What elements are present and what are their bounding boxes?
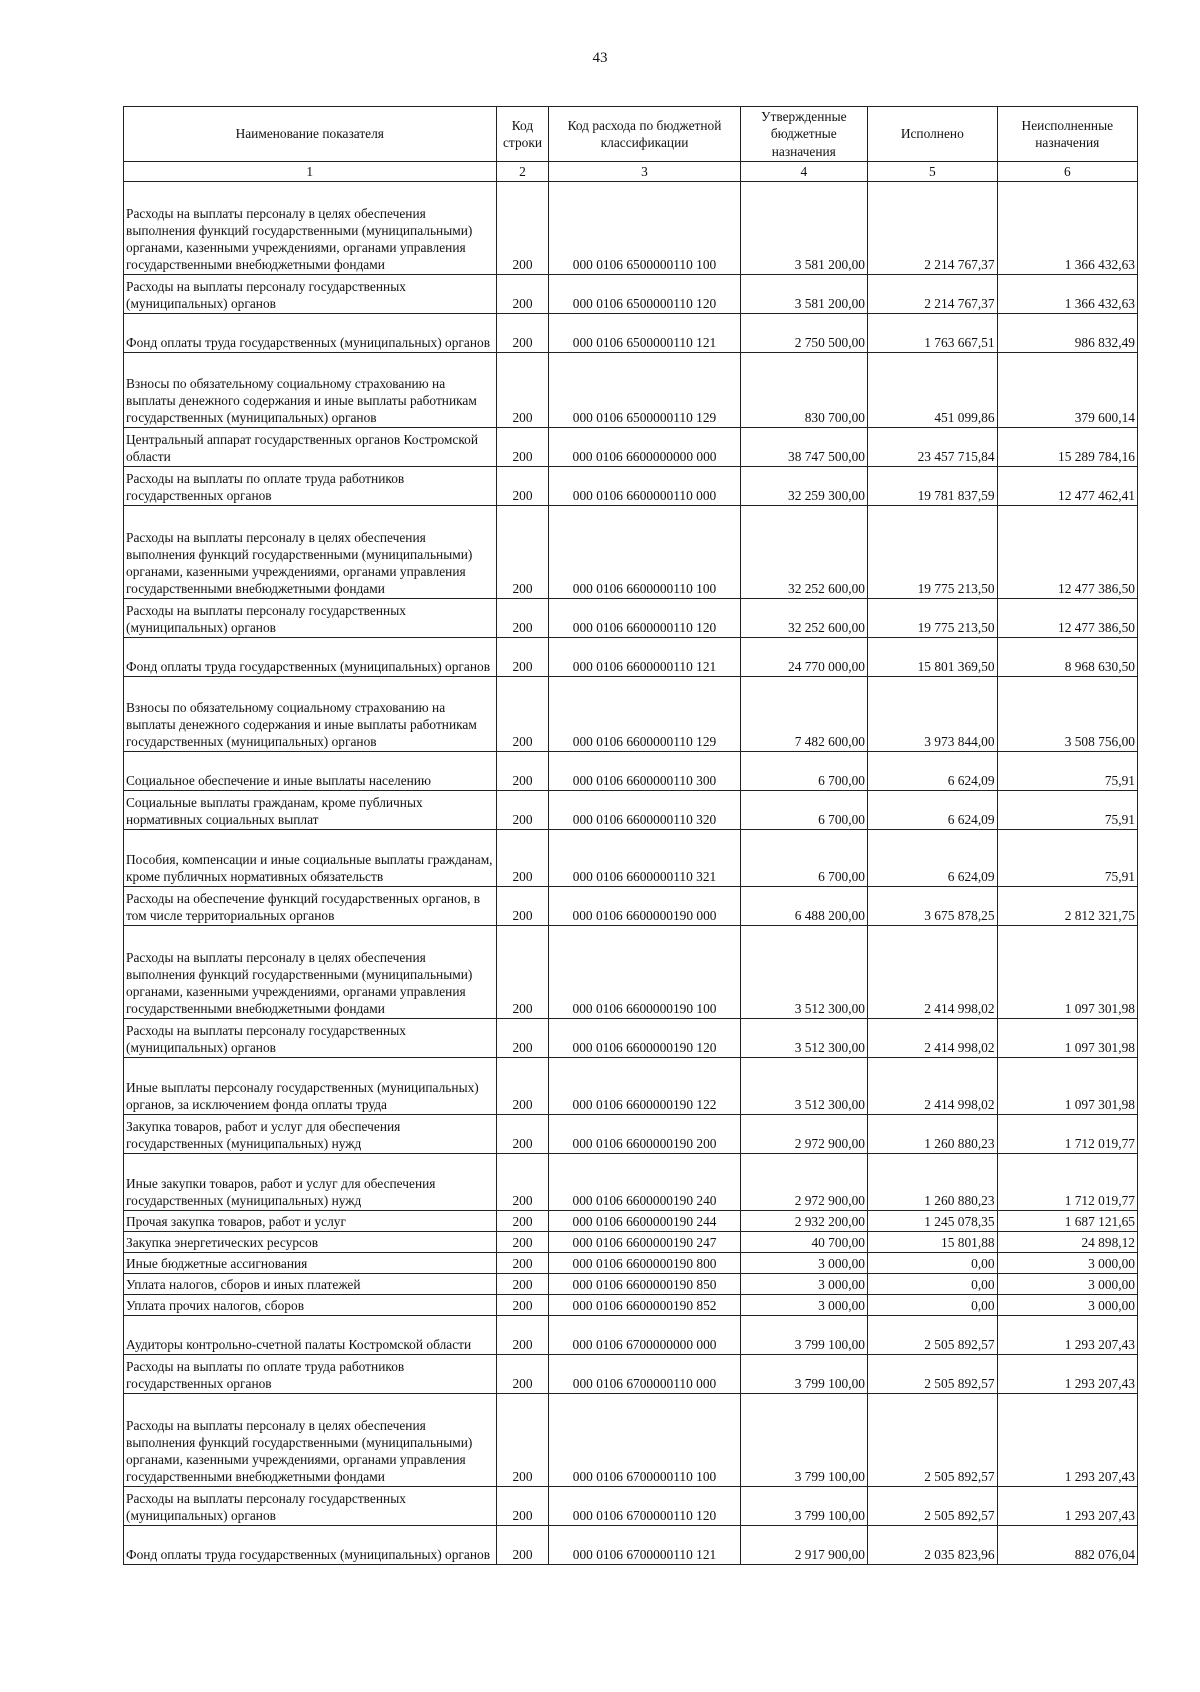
row-executed: 0,00 — [868, 1295, 998, 1316]
table-row — [124, 353, 1138, 428]
row-approved: 2 972 900,00 — [740, 1115, 867, 1154]
row-budget-code: 000 0106 6600000190 800 — [549, 1253, 740, 1274]
row-executed: 1 763 667,51 — [868, 314, 998, 353]
table-row — [124, 638, 1138, 677]
row-line-code: 200 — [496, 887, 549, 926]
row-budget-code: 000 0106 6700000110 000 — [549, 1355, 740, 1394]
column-number: 1 — [124, 162, 497, 182]
row-name: Иные выплаты персоналу государственных (муниципальных) органов, за исключением фонда оплаты труда — [124, 1058, 497, 1115]
column-number: 2 — [496, 162, 549, 182]
row-approved: 32 252 600,00 — [740, 506, 867, 599]
table-row — [124, 275, 1138, 314]
row-line-code: 200 — [496, 506, 549, 599]
row-name: Фонд оплаты труда государственных (муниципальных) органов — [124, 1526, 497, 1565]
row-budget-code: 000 0106 6600000190 000 — [549, 887, 740, 926]
row-name: Фонд оплаты труда государственных (муниципальных) органов — [124, 314, 497, 353]
header-unexecuted: Неисполненные назначения — [997, 107, 1137, 162]
header-name: Наименование показателя — [124, 107, 497, 162]
row-budget-code: 000 0106 6600000110 320 — [549, 791, 740, 830]
row-budget-code: 000 0106 6600000190 852 — [549, 1295, 740, 1316]
row-name: Уплата налогов, сборов и иных платежей — [124, 1274, 497, 1295]
row-unexecuted: 1 712 019,77 — [997, 1115, 1137, 1154]
row-budget-code: 000 0106 6700000110 100 — [549, 1394, 740, 1487]
row-budget-code: 000 0106 6500000110 120 — [549, 275, 740, 314]
row-name: Социальное обеспечение и иные выплаты населению — [124, 752, 497, 791]
table-row — [124, 887, 1138, 926]
row-line-code: 200 — [496, 926, 549, 1019]
header-executed: Исполнено — [868, 107, 998, 162]
row-budget-code: 000 0106 6500000110 100 — [549, 182, 740, 275]
row-executed: 15 801,88 — [868, 1232, 998, 1253]
row-unexecuted: 1 097 301,98 — [997, 926, 1137, 1019]
column-number-row — [124, 162, 1138, 182]
row-budget-code: 000 0106 6700000110 120 — [549, 1487, 740, 1526]
row-approved: 3 799 100,00 — [740, 1487, 867, 1526]
row-budget-code: 000 0106 6600000190 240 — [549, 1154, 740, 1211]
row-executed: 6 624,09 — [868, 752, 998, 791]
row-budget-code: 000 0106 6600000110 300 — [549, 752, 740, 791]
row-line-code: 200 — [496, 830, 549, 887]
row-name: Взносы по обязательному социальному страхованию на выплаты денежного содержания и иные выплаты работникам государственных (муниципальных) органов — [124, 677, 497, 752]
row-approved: 3 799 100,00 — [740, 1394, 867, 1487]
table-row — [124, 599, 1138, 638]
row-approved: 3 000,00 — [740, 1253, 867, 1274]
row-unexecuted: 882 076,04 — [997, 1526, 1137, 1565]
row-budget-code: 000 0106 6600000110 129 — [549, 677, 740, 752]
row-unexecuted: 1 293 207,43 — [997, 1487, 1137, 1526]
row-unexecuted: 12 477 386,50 — [997, 506, 1137, 599]
row-approved: 3 581 200,00 — [740, 182, 867, 275]
row-executed: 2 505 892,57 — [868, 1394, 998, 1487]
row-name: Расходы на выплаты персоналу в целях обеспечения выполнения функций государственными (муниципальными) органами, казенными учреждениями, органами управления государственными внебюджетными фондами — [124, 926, 497, 1019]
row-line-code: 200 — [496, 182, 549, 275]
row-unexecuted: 12 477 462,41 — [997, 467, 1137, 506]
row-line-code: 200 — [496, 1526, 549, 1565]
column-number: 3 — [549, 162, 740, 182]
row-unexecuted: 2 812 321,75 — [997, 887, 1137, 926]
table-row — [124, 791, 1138, 830]
row-name: Расходы на выплаты персоналу государственных (муниципальных) органов — [124, 1487, 497, 1526]
row-approved: 2 972 900,00 — [740, 1154, 867, 1211]
row-line-code: 200 — [496, 599, 549, 638]
table-row — [124, 1154, 1138, 1211]
row-name: Прочая закупка товаров, работ и услуг — [124, 1211, 497, 1232]
row-name: Расходы на выплаты персоналу государственных (муниципальных) органов — [124, 1019, 497, 1058]
row-approved: 2 750 500,00 — [740, 314, 867, 353]
row-executed: 2 214 767,37 — [868, 275, 998, 314]
row-name: Закупка товаров, работ и услуг для обеспечения государственных (муниципальных) нужд — [124, 1115, 497, 1154]
row-name: Иные бюджетные ассигнования — [124, 1253, 497, 1274]
row-executed: 6 624,09 — [868, 830, 998, 887]
row-unexecuted: 1 293 207,43 — [997, 1394, 1137, 1487]
row-executed: 1 245 078,35 — [868, 1211, 998, 1232]
row-name: Центральный аппарат государственных органов Костромской области — [124, 428, 497, 467]
row-approved: 3 799 100,00 — [740, 1316, 867, 1355]
table-row — [124, 1253, 1138, 1274]
row-executed: 2 505 892,57 — [868, 1316, 998, 1355]
row-approved: 24 770 000,00 — [740, 638, 867, 677]
row-budget-code: 000 0106 6600000190 850 — [549, 1274, 740, 1295]
row-unexecuted: 1 366 432,63 — [997, 182, 1137, 275]
row-line-code: 200 — [496, 638, 549, 677]
row-line-code: 200 — [496, 1232, 549, 1253]
table-row — [124, 1316, 1138, 1355]
row-line-code: 200 — [496, 1355, 549, 1394]
row-unexecuted: 12 477 386,50 — [997, 599, 1137, 638]
row-approved: 6 700,00 — [740, 791, 867, 830]
row-name: Расходы на выплаты по оплате труда работников государственных органов — [124, 467, 497, 506]
row-budget-code: 000 0106 6700000110 121 — [549, 1526, 740, 1565]
page-number: 43 — [592, 50, 608, 66]
row-line-code: 200 — [496, 1211, 549, 1232]
row-budget-code: 000 0106 6600000190 122 — [549, 1058, 740, 1115]
row-name: Пособия, компенсации и иные социальные выплаты гражданам, кроме публичных нормативных обязательств — [124, 830, 497, 887]
row-approved: 3 512 300,00 — [740, 1058, 867, 1115]
row-approved: 3 512 300,00 — [740, 1019, 867, 1058]
row-line-code: 200 — [496, 1154, 549, 1211]
table-row — [124, 1355, 1138, 1394]
row-line-code: 200 — [496, 752, 549, 791]
column-number: 6 — [997, 162, 1137, 182]
row-name: Расходы на выплаты по оплате труда работников государственных органов — [124, 1355, 497, 1394]
row-name: Расходы на обеспечение функций государственных органов, в том числе территориальных органов — [124, 887, 497, 926]
row-name: Фонд оплаты труда государственных (муниципальных) органов — [124, 638, 497, 677]
row-approved: 7 482 600,00 — [740, 677, 867, 752]
row-unexecuted: 1 366 432,63 — [997, 275, 1137, 314]
header-row — [124, 107, 1138, 162]
table-row — [124, 926, 1138, 1019]
row-unexecuted: 986 832,49 — [997, 314, 1137, 353]
row-unexecuted: 15 289 784,16 — [997, 428, 1137, 467]
row-budget-code: 000 0106 6600000110 120 — [549, 599, 740, 638]
row-unexecuted: 1 687 121,65 — [997, 1211, 1137, 1232]
row-executed: 23 457 715,84 — [868, 428, 998, 467]
row-unexecuted: 1 097 301,98 — [997, 1058, 1137, 1115]
row-line-code: 200 — [496, 1253, 549, 1274]
row-approved: 40 700,00 — [740, 1232, 867, 1253]
row-unexecuted: 379 600,14 — [997, 353, 1137, 428]
row-budget-code: 000 0106 6700000000 000 — [549, 1316, 740, 1355]
row-unexecuted: 3 000,00 — [997, 1295, 1137, 1316]
row-unexecuted: 3 508 756,00 — [997, 677, 1137, 752]
table-row — [124, 428, 1138, 467]
row-executed: 19 775 213,50 — [868, 506, 998, 599]
header-line-code: Код строки — [496, 107, 549, 162]
row-budget-code: 000 0106 6600000110 000 — [549, 467, 740, 506]
table-row — [124, 1394, 1138, 1487]
row-executed: 0,00 — [868, 1253, 998, 1274]
row-executed: 1 260 880,23 — [868, 1115, 998, 1154]
row-unexecuted: 1 293 207,43 — [997, 1316, 1137, 1355]
row-budget-code: 000 0106 6500000110 129 — [549, 353, 740, 428]
table-row — [124, 1487, 1138, 1526]
row-executed: 2 214 767,37 — [868, 182, 998, 275]
row-line-code: 200 — [496, 353, 549, 428]
table-row — [124, 1211, 1138, 1232]
row-unexecuted: 1 293 207,43 — [997, 1355, 1137, 1394]
table-row — [124, 1115, 1138, 1154]
table-row — [124, 830, 1138, 887]
table-row — [124, 1526, 1138, 1565]
row-approved: 32 252 600,00 — [740, 599, 867, 638]
row-name: Расходы на выплаты персоналу в целях обеспечения выполнения функций государственными (муниципальными) органами, казенными учреждениями, органами управления государственными внебюджетными фондами — [124, 506, 497, 599]
row-line-code: 200 — [496, 1394, 549, 1487]
row-executed: 2 035 823,96 — [868, 1526, 998, 1565]
header-approved: Утвержденные бюджетные назначения — [740, 107, 867, 162]
row-approved: 6 700,00 — [740, 752, 867, 791]
row-approved: 32 259 300,00 — [740, 467, 867, 506]
row-approved: 830 700,00 — [740, 353, 867, 428]
row-name: Уплата прочих налогов, сборов — [124, 1295, 497, 1316]
row-executed: 2 505 892,57 — [868, 1355, 998, 1394]
row-executed: 3 675 878,25 — [868, 887, 998, 926]
table-row — [124, 1058, 1138, 1115]
budget-execution-table — [123, 106, 1138, 1565]
row-approved: 3 512 300,00 — [740, 926, 867, 1019]
table-row — [124, 314, 1138, 353]
row-unexecuted: 75,91 — [997, 791, 1137, 830]
row-unexecuted: 3 000,00 — [997, 1253, 1137, 1274]
row-budget-code: 000 0106 6600000190 200 — [549, 1115, 740, 1154]
row-line-code: 200 — [496, 1487, 549, 1526]
row-unexecuted: 75,91 — [997, 830, 1137, 887]
row-unexecuted: 24 898,12 — [997, 1232, 1137, 1253]
row-line-code: 200 — [496, 677, 549, 752]
table-row — [124, 1274, 1138, 1295]
row-line-code: 200 — [496, 314, 549, 353]
row-executed: 3 973 844,00 — [868, 677, 998, 752]
row-line-code: 200 — [496, 1058, 549, 1115]
row-approved: 38 747 500,00 — [740, 428, 867, 467]
table-row — [124, 1295, 1138, 1316]
row-line-code: 200 — [496, 428, 549, 467]
row-name: Расходы на выплаты персоналу в целях обеспечения выполнения функций государственными (муниципальными) органами, казенными учреждениями, органами управления государственными внебюджетными фондами — [124, 182, 497, 275]
table-row — [124, 677, 1138, 752]
row-unexecuted: 75,91 — [997, 752, 1137, 791]
row-line-code: 200 — [496, 791, 549, 830]
row-name: Аудиторы контрольно-счетной палаты Костромской области — [124, 1316, 497, 1355]
row-budget-code: 000 0106 6600000190 244 — [549, 1211, 740, 1232]
row-approved: 3 799 100,00 — [740, 1355, 867, 1394]
row-line-code: 200 — [496, 275, 549, 314]
row-name: Расходы на выплаты персоналу в целях обеспечения выполнения функций государственными (муниципальными) органами, казенными учреждениями, органами управления государственными внебюджетными фондами — [124, 1394, 497, 1487]
row-approved: 6 488 200,00 — [740, 887, 867, 926]
row-line-code: 200 — [496, 1295, 549, 1316]
row-unexecuted: 1 097 301,98 — [997, 1019, 1137, 1058]
row-budget-code: 000 0106 6600000000 000 — [549, 428, 740, 467]
row-name: Социальные выплаты гражданам, кроме публичных нормативных социальных выплат — [124, 791, 497, 830]
table-row — [124, 506, 1138, 599]
row-line-code: 200 — [496, 1316, 549, 1355]
row-budget-code: 000 0106 6600000190 247 — [549, 1232, 740, 1253]
row-executed: 19 781 837,59 — [868, 467, 998, 506]
row-approved: 2 917 900,00 — [740, 1526, 867, 1565]
row-executed: 0,00 — [868, 1274, 998, 1295]
row-executed: 15 801 369,50 — [868, 638, 998, 677]
row-budget-code: 000 0106 6600000190 120 — [549, 1019, 740, 1058]
row-line-code: 200 — [496, 1019, 549, 1058]
row-executed: 19 775 213,50 — [868, 599, 998, 638]
row-name: Иные закупки товаров, работ и услуг для обеспечения государственных (муниципальных) нужд — [124, 1154, 497, 1211]
row-approved: 3 581 200,00 — [740, 275, 867, 314]
table-row — [124, 1232, 1138, 1253]
row-budget-code: 000 0106 6500000110 121 — [549, 314, 740, 353]
row-name: Взносы по обязательному социальному страхованию на выплаты денежного содержания и иные выплаты работникам государственных (муниципальных) органов — [124, 353, 497, 428]
row-line-code: 200 — [496, 467, 549, 506]
row-name: Закупка энергетических ресурсов — [124, 1232, 497, 1253]
row-executed: 6 624,09 — [868, 791, 998, 830]
table-row — [124, 182, 1138, 275]
row-budget-code: 000 0106 6600000190 100 — [549, 926, 740, 1019]
row-executed: 2 414 998,02 — [868, 926, 998, 1019]
row-approved: 3 000,00 — [740, 1274, 867, 1295]
column-number: 4 — [740, 162, 867, 182]
row-unexecuted: 3 000,00 — [997, 1274, 1137, 1295]
row-line-code: 200 — [496, 1115, 549, 1154]
row-executed: 2 505 892,57 — [868, 1487, 998, 1526]
row-unexecuted: 1 712 019,77 — [997, 1154, 1137, 1211]
row-executed: 2 414 998,02 — [868, 1019, 998, 1058]
table-row — [124, 467, 1138, 506]
row-budget-code: 000 0106 6600000110 321 — [549, 830, 740, 887]
header-budget-code: Код расхода по бюджетной классификации — [549, 107, 740, 162]
row-name: Расходы на выплаты персоналу государственных (муниципальных) органов — [124, 275, 497, 314]
row-executed: 1 260 880,23 — [868, 1154, 998, 1211]
row-unexecuted: 8 968 630,50 — [997, 638, 1137, 677]
column-number: 5 — [868, 162, 998, 182]
row-approved: 6 700,00 — [740, 830, 867, 887]
row-name: Расходы на выплаты персоналу государственных (муниципальных) органов — [124, 599, 497, 638]
row-budget-code: 000 0106 6600000110 121 — [549, 638, 740, 677]
table-row — [124, 1019, 1138, 1058]
row-approved: 3 000,00 — [740, 1295, 867, 1316]
row-executed: 2 414 998,02 — [868, 1058, 998, 1115]
table-row — [124, 752, 1138, 791]
row-approved: 2 932 200,00 — [740, 1211, 867, 1232]
row-budget-code: 000 0106 6600000110 100 — [549, 506, 740, 599]
row-executed: 451 099,86 — [868, 353, 998, 428]
row-line-code: 200 — [496, 1274, 549, 1295]
